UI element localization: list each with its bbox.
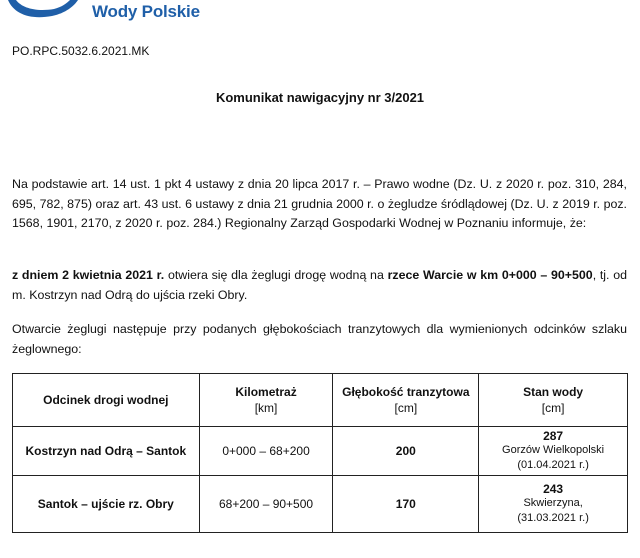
section-cell: Kostrzyn nad Odrą – Santok xyxy=(13,427,200,476)
logo-text: Wody Polskie xyxy=(92,2,200,21)
header-kilometer: Kilometraż [km] xyxy=(199,374,333,427)
water-level-cell: 287 Gorzów Wielkopolski (01.04.2021 r.) xyxy=(479,427,628,476)
document-title: Komunikat nawigacyjny nr 3/2021 xyxy=(215,90,425,105)
depth-cell: 200 xyxy=(333,427,479,476)
wody-polskie-logo xyxy=(0,0,260,30)
table-row xyxy=(13,427,628,476)
table-header-row xyxy=(13,374,628,427)
logo-wave-icon xyxy=(0,0,90,30)
table-row xyxy=(13,476,628,533)
opening-date: z dniem 2 kwietnia 2021 r. xyxy=(12,268,165,282)
paragraph-legal-basis: Na podstawie art. 14 ust. 1 pkt 4 ustawy z dnia 20 lipca 2017 r. – Prawo wodne (Dz. U. z 2020 r. poz. 310, 284, 695, 782, 875) oraz art. 43 ust. 6 ustawy z dnia 21 grudnia 2000 r. o żegludze śródlądowej (Dz. U. z 2019 r. poz. 1568, 1901, 2170, z 2020 r. poz. 284.) Regionalny Zarząd Gospodarki Wodnej w Poznaniu informuje, że: xyxy=(12,177,627,230)
header-water-level: Stan wody [cm] xyxy=(479,374,628,427)
paragraph-depth-intro: Otwarcie żeglugi następuje przy podanych głębokościach tranzytowych dla wymienionych odcinków szlaku żeglownego: xyxy=(12,322,627,356)
depth-cell: 170 xyxy=(333,476,479,533)
header-section: Odcinek drogi wodnej xyxy=(13,374,200,427)
section-cell: Santok – ujście rz. Obry xyxy=(13,476,200,533)
km-cell: 0+000 – 68+200 xyxy=(199,427,333,476)
paragraph-opening-announcement: z dniem 2 kwietnia 2021 r. otwiera się dla żeglugi drogę wodną na rzece Warcie w km 0+000 – 90+500, tj. od m. Kostrzyn nad Odrą do ujścia rzeki Obry. xyxy=(12,268,627,302)
depth-table xyxy=(12,373,628,533)
river-section: rzece Warcie w km 0+000 – 90+500 xyxy=(387,268,593,282)
km-cell: 68+200 – 90+500 xyxy=(199,476,333,533)
document-reference: PO.RPC.5032.6.2021.MK xyxy=(12,44,150,58)
water-level-cell: 243 Skwierzyna, (31.03.2021 r.) xyxy=(479,476,628,533)
header-depth: Głębokość tranzytowa [cm] xyxy=(333,374,479,427)
